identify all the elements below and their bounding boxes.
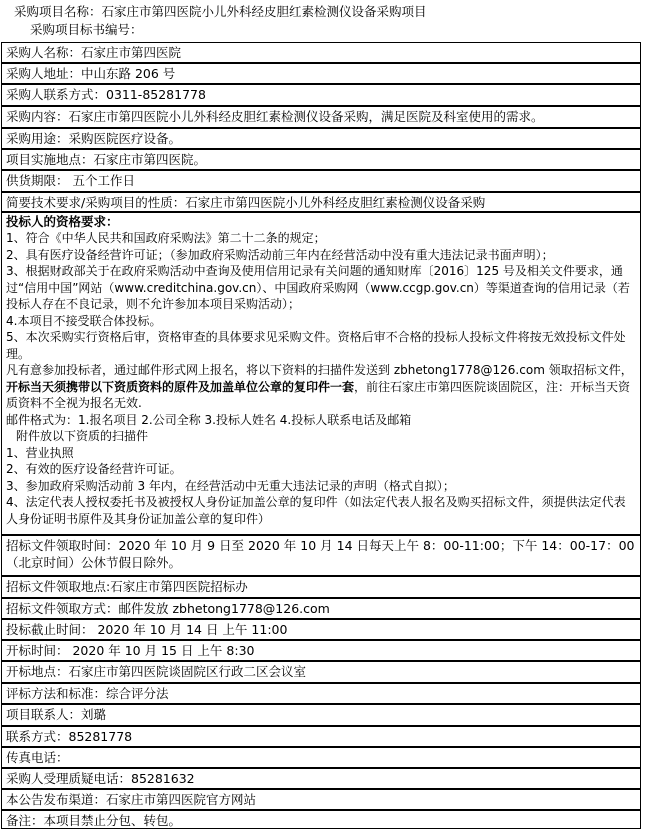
purchase-purpose: 采购用途：采购医院医疗设备。 [1,128,641,149]
technical-requirements: 简要技术要求/采购项目的性质：石家庄市第四医院小儿外科经皮胆红素检测仪设备采购 [1,192,641,212]
attachment-item: 2、有效的医疗设备经营许可证。 [6,462,182,476]
purchaser-contact: 采购人联系方式：0311-85281778 [1,84,641,106]
bidder-qualifications [1,212,641,535]
requirement-item: 2、具有医疗设备经营许可证；（参加政府采购活动前三年内在经营活动中没有重大违法记录书面声明）； [6,247,554,262]
publish-channel: 本公告发布渠道：石家庄市第四医院官方网站 [1,789,641,810]
contact-person: 项目联系人：刘璐 [1,704,641,726]
purchase-content: 采购内容：石家庄市第四医院小儿外科经皮胆红素检测仪设备采购，满足医院及科室使用的需求。 [1,106,641,128]
implementation-location: 项目实施地点：石家庄市第四医院。 [1,149,641,170]
requirement-item: 4.本项目不接受联合体投标。 [6,313,162,328]
remark: 备注：本项目禁止分包、转包。 [1,810,641,829]
purchaser-address: 采购人地址：中山东路 206 号 [1,63,641,84]
qualifications-title: 投标人的资格要求： [6,214,119,229]
requirement-item: 3、根据财政部关于在政府采购活动中查询及使用信用记录有关问题的通知财库〔2016〕125 号及相关文件要求，通过“信用中国”网站（www.creditchina.gov.cn）、中国政府采购网（www.ccgp.gov.cn）等渠道查询的信用记录（若投标人存在不良记录，则不允许参加本项目采购活动）； [6,264,630,311]
signup-text-end: ，前往石家庄市第四医院谈固院区，注：开标当天资质资料不全视为报名无效. [6,379,631,410]
contact-phone: 联系方式：85281778 [1,726,641,747]
requirement-item: 5、本次采购实行资格后审，资格审查的具体要求见采购文件。资格后审不合格的投标人投标文件将按无效投标文件处理。 [6,330,626,361]
purchaser-name: 采购人名称：石家庄市第四医院 [1,42,641,63]
evaluation-method: 评标方法和标准：综合评分法 [1,683,641,704]
signup-instructions [6,362,636,412]
attachment-item: 3、参加政府采购活动前 3 年内，在经营活动中无重大违法记录的声明（格式自拟）； [6,478,455,493]
project-name: 采购项目名称：石家庄市第四医院小儿外科经皮胆红素检测仪设备采购项目 [14,4,427,19]
requirement-item: 1、符合《中华人民共和国政府采购法》第二十二条的规定； [6,231,326,245]
project-number: 采购项目标书编号： [30,22,143,37]
mail-format: 邮件格式为：1.报名项目 2.公司全称 3.投标人姓名 4.投标人联系电话及邮箱 [6,412,412,427]
notice-header [0,0,645,42]
bid-deadline: 投标截止时间： 2020 年 10 月 14 日 上午 11:00 [1,619,641,640]
attachments-title: 附件放以下资质的扫描件 [16,429,149,443]
collect-method: 招标文件领取方式：邮件发放 zbhetong1778@126.com [1,598,641,619]
signup-text: 凡有意参加投标者，通过邮件形式网上报名，将以下资料的扫描件发送到 zbhetong1778@126.com 领取招标文件， [6,363,633,377]
collect-time: 招标文件领取时间：2020 年 10 月 9 日至 2020 年 10 月 14 日每天上午 8：00-11:00；下午 14：00-17：00（北京时间）公休节假日除外。 [1,535,641,576]
attachment-item: 4、法定代表人授权委托书及被授权人身份证加盖公章的复印件（如法定代表人报名及购买招标文件，须提供法定代表人身份证明书原件及其身份证加盖公章的复印件） [6,495,626,526]
delivery-period: 供货期限： 五个工作日 [1,170,641,192]
attachment-item: 1、营业执照 [6,445,74,460]
opening-place: 开标地点：石家庄市第四医院谈固院区行政二区会议室 [1,661,641,683]
complaint-phone: 采购人受理质疑电话：85281632 [1,768,641,789]
opening-time: 开标时间： 2020 年 10 月 15 日 上午 8:30 [1,640,641,661]
fax-number: 传真电话： [1,747,641,768]
collect-place: 招标文件领取地点:石家庄市第四医院招标办 [1,576,641,598]
signup-emphasis: 开标当天须携带以下资质资料的原件及加盖单位公章的复印件一套 [6,379,355,394]
